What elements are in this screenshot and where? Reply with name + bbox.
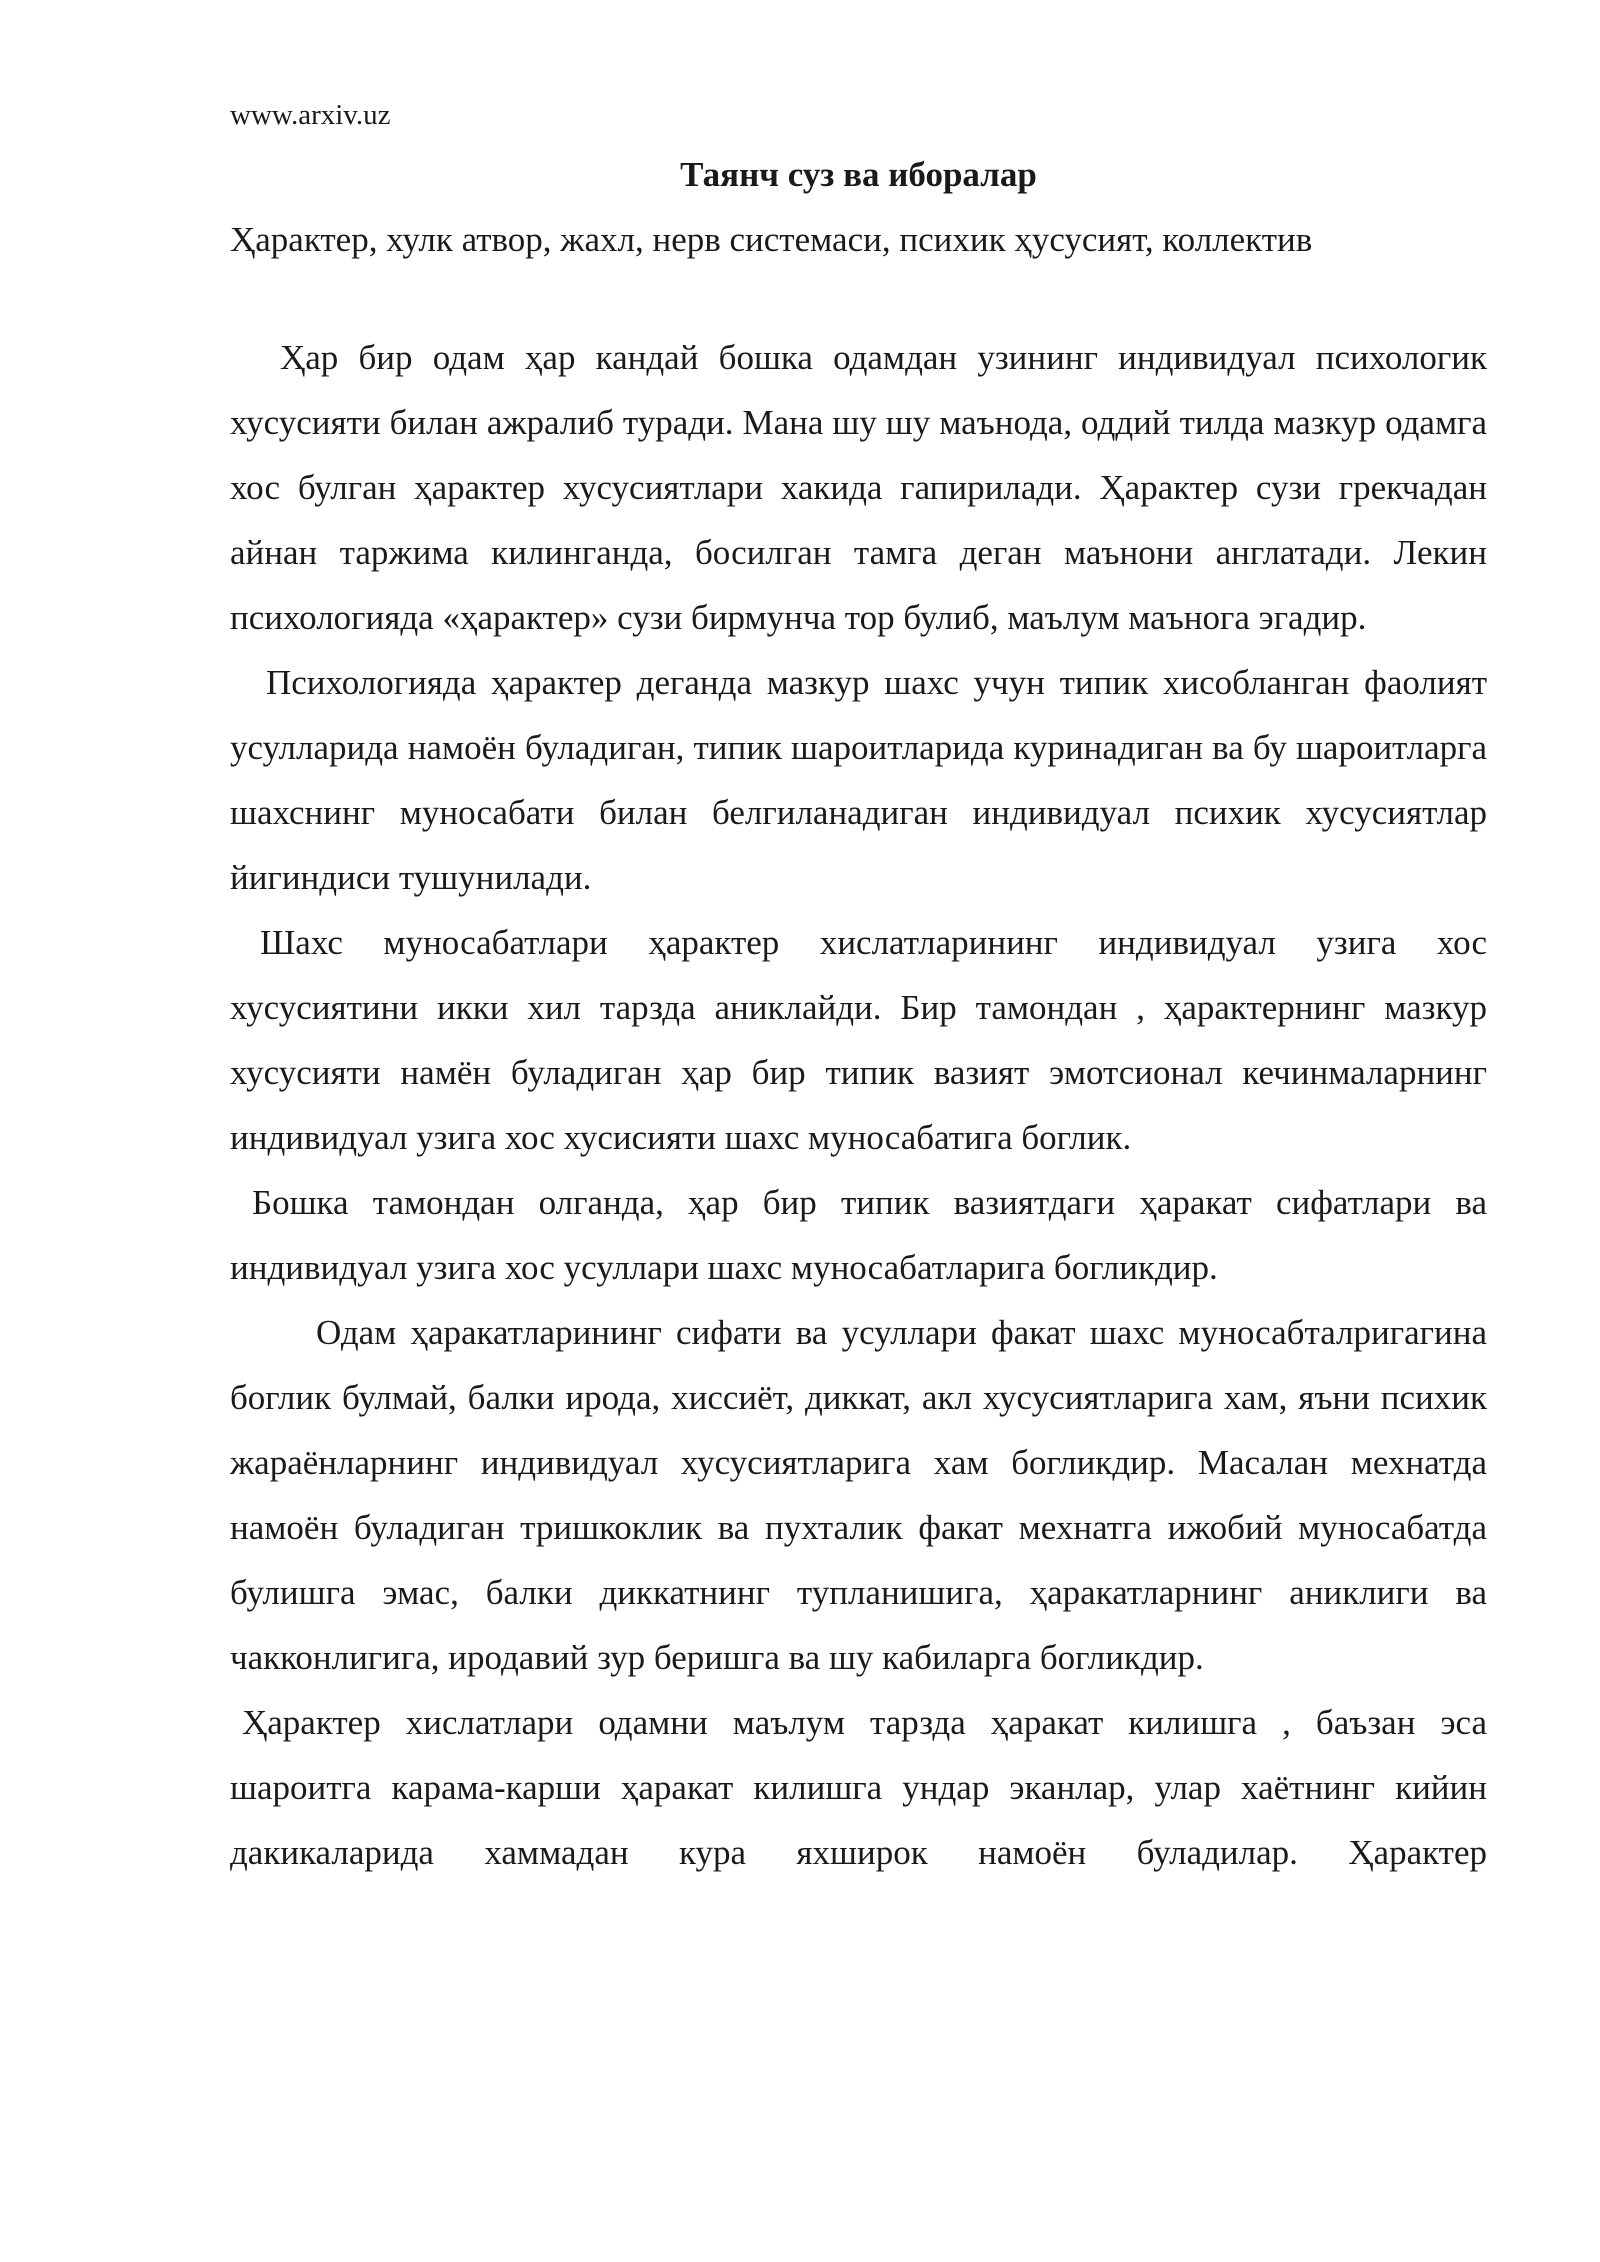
document-title: Таянч суз ва иборалар [680,155,1037,194]
keywords-line: Ҳарактер, хулк атвор, жахл, нерв системаси, психик ҳусусият, коллектив [230,220,1313,259]
paragraph: Ҳарактер хислатлари одамни маълум тарзда ҳаракат килишга , баъзан эса шароитга карама-карши ҳаракат килишга ундар эканлар, улар хаётнинг кийин дакикаларида хаммадан кура яхширок намоён буладилар. Ҳарактер [230,1703,1487,1872]
paragraph: Ҳар бир одам ҳар кандай бошка одамдан узининг индивидуал психологик хусусияти билан ажралиб туради. Мана шу шу маънода, оддий тилда мазкур одамга хос булган ҳарактер хусусиятлари хакида гапирилади. Ҳарактер сузи грекчадан айнан таржима килинганда, босилган тамга деган маънони англатади. Лекин психологияда «ҳарактер» сузи бирмунча тор булиб, маълум маънога эгадир. [230,338,1487,637]
site-url: www.arxiv.uz [230,99,391,131]
paragraph: Одам ҳаракатларининг сифати ва усуллари факат шахс муносабталригагина боглик булмай, балки ирода, хиссиёт, диккат, акл хусусиятларига хам, яъни психик жараёнларнинг индивидуал хусусиятларига хам богликдир. Масалан мехнатда намоён буладиган тришкоклик ва пухталик факат мехнатга ижобий муносабатда булишга эмас, балки диккатнинг тупланишига, ҳаракатларнинг аниклиги ва чакконлигига, иродавий зур беришга ва шу кабиларга богликдир. [230,1313,1487,1677]
document-body [230,325,1487,1885]
paragraph: Психологияда ҳарактер деганда мазкур шахс учун типик хисобланган фаолият усулларида намоён буладиган, типик шароитларида куринадиган ва бу шароитларга шахснинг муносабати билан белгиланадиган индивидуал психик хусусиятлар йигиндиси тушунилади. [230,663,1487,897]
paragraph: Бошка тамондан олганда, ҳар бир типик вазиятдаги ҳаракат сифатлари ва индивидуал узига хос усуллари шахс муносабатларига богликдир. [230,1183,1487,1287]
paragraph: Шахс муносабатлари ҳарактер хислатларининг индивидуал узига хос хусусиятини икки хил тарзда аниклайди. Бир тамондан , ҳарактернинг мазкур хусусияти намён буладиган ҳар бир типик вазият эмотсионал кечинмаларнинг индивидуал узига хос хусисияти шахс муносабатига боглик. [230,923,1487,1157]
